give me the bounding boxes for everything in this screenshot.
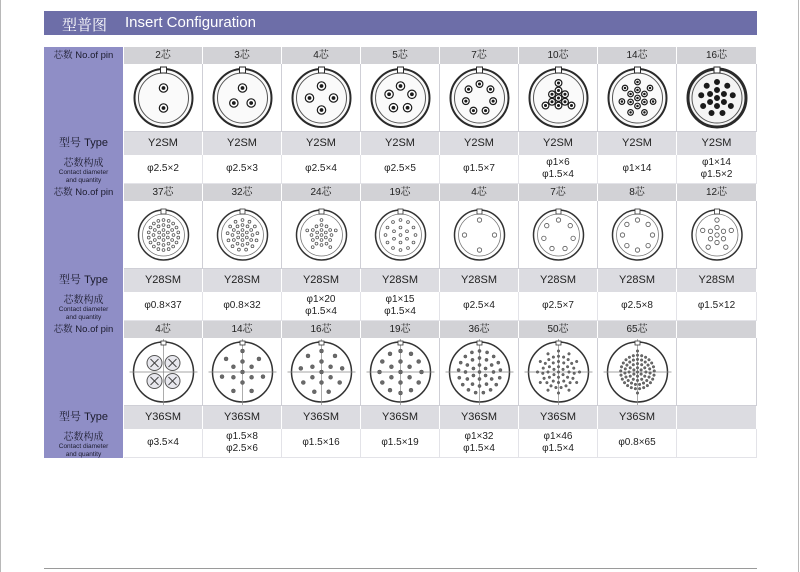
connector-face bbox=[135, 67, 193, 127]
contact-spec: φ2.5×4 bbox=[463, 300, 495, 311]
type-label: 型号 Type bbox=[44, 406, 124, 429]
type-cell: Y36SM bbox=[519, 406, 598, 429]
connector-diagram bbox=[203, 201, 282, 269]
contact-label-en: and quantity bbox=[65, 176, 102, 184]
pin-count-cell: 14芯 bbox=[203, 321, 282, 338]
connector-face bbox=[613, 209, 663, 260]
pin-count-cell: 8芯 bbox=[598, 184, 677, 201]
connector-diagram-svg bbox=[440, 64, 519, 132]
type-cell bbox=[677, 406, 757, 429]
connector-diagram-svg bbox=[677, 64, 757, 132]
contact-spec: φ1×46 bbox=[543, 431, 573, 442]
connector-face bbox=[376, 209, 426, 260]
pin-count-label: 芯数 No.of pin bbox=[44, 184, 124, 201]
pin-count-label: 芯数 No.of pin bbox=[44, 321, 124, 338]
type-label: 型号 Type bbox=[44, 269, 124, 292]
insert-configuration-table bbox=[44, 47, 757, 460]
connector-face bbox=[372, 67, 430, 127]
contact-cell bbox=[677, 429, 757, 458]
pin-count-cell: 3芯 bbox=[203, 47, 282, 64]
type-cell: Y2SM bbox=[361, 132, 440, 155]
pin-count-cell: 19芯 bbox=[361, 321, 440, 338]
type-cell: Y36SM bbox=[598, 406, 677, 429]
connector-diagram bbox=[282, 201, 361, 269]
connector-diagram-svg bbox=[598, 201, 677, 269]
contact-spec: φ1×20 bbox=[306, 294, 336, 305]
contact-spec: φ1.5×4 bbox=[542, 443, 574, 454]
contact-label-cn: 芯数构成 bbox=[63, 432, 104, 443]
contact-spec: φ2.5×7 bbox=[542, 300, 574, 311]
contact-cell bbox=[282, 429, 361, 458]
pin-count-cell: 50芯 bbox=[519, 321, 598, 338]
contact-label bbox=[44, 155, 124, 184]
connector-diagram bbox=[440, 338, 519, 406]
type-cell: Y2SM bbox=[203, 132, 282, 155]
connector-face bbox=[139, 209, 189, 260]
contact-cell bbox=[440, 155, 519, 184]
pin-count-cell: 10芯 bbox=[519, 47, 598, 64]
pin-count-cell bbox=[677, 321, 757, 338]
title-bar bbox=[44, 11, 757, 35]
bottom-rule bbox=[44, 568, 757, 569]
contact-spec: φ0.8×37 bbox=[144, 300, 182, 311]
connector-diagram-svg bbox=[203, 64, 282, 132]
connector-face bbox=[455, 209, 505, 260]
contact-spec: φ2.5×3 bbox=[226, 163, 258, 174]
connector-face bbox=[692, 209, 742, 260]
contact-spec: φ2.5×8 bbox=[621, 300, 653, 311]
contact-cell bbox=[598, 429, 677, 458]
contact-label bbox=[44, 292, 124, 321]
connector-diagram bbox=[203, 338, 282, 406]
connector-diagram-svg bbox=[519, 64, 598, 132]
connector-diagram bbox=[598, 64, 677, 132]
contact-label-en: and quantity bbox=[65, 450, 102, 458]
connector-diagram-svg bbox=[282, 201, 361, 269]
title-en: Insert Configuration bbox=[125, 14, 256, 31]
contact-spec: φ2.5×2 bbox=[147, 163, 179, 174]
type-cell: Y28SM bbox=[440, 269, 519, 292]
contact-spec: φ2.5×5 bbox=[384, 163, 416, 174]
connector-diagram bbox=[282, 64, 361, 132]
pin-count-cell: 36芯 bbox=[440, 321, 519, 338]
contact-spec: φ1×32 bbox=[464, 431, 494, 442]
contact-cell bbox=[282, 292, 361, 321]
contact-cell bbox=[361, 292, 440, 321]
connector-diagram bbox=[124, 201, 203, 269]
type-cell: Y28SM bbox=[203, 269, 282, 292]
contact-spec: φ0.8×32 bbox=[223, 300, 261, 311]
connector-diagram bbox=[519, 338, 598, 406]
contact-cell bbox=[519, 292, 598, 321]
contact-cell bbox=[677, 155, 757, 184]
contact-cell bbox=[282, 155, 361, 184]
contact-spec: φ1.5×8 bbox=[226, 431, 258, 442]
connector-diagram-svg bbox=[282, 338, 361, 406]
contact-spec: φ2.5×6 bbox=[226, 443, 258, 454]
connector-diagram bbox=[598, 338, 677, 406]
connector-face bbox=[446, 339, 514, 405]
contact-cell bbox=[124, 292, 203, 321]
contact-spec: φ2.5×4 bbox=[305, 163, 337, 174]
pin-count-cell: 5芯 bbox=[361, 47, 440, 64]
pin-count-label: 芯数 No.of pin bbox=[44, 47, 124, 64]
contact-spec: φ1×6 bbox=[546, 157, 570, 168]
connector-face bbox=[688, 67, 746, 127]
connector-diagram bbox=[203, 64, 282, 132]
connector-face bbox=[609, 67, 667, 127]
type-cell: Y28SM bbox=[124, 269, 203, 292]
connector-diagram-svg bbox=[361, 338, 440, 406]
pin-count-cell: 4芯 bbox=[124, 321, 203, 338]
contact-label-en: Contact diameter bbox=[58, 306, 109, 313]
connector-diagram bbox=[440, 201, 519, 269]
connector-face bbox=[530, 67, 588, 127]
contact-cell bbox=[440, 292, 519, 321]
connector-diagram-svg bbox=[203, 201, 282, 269]
connector-diagram bbox=[519, 201, 598, 269]
connector-diagram-svg bbox=[203, 338, 282, 406]
image-label-blank bbox=[44, 64, 124, 132]
contact-spec: φ1.5×4 bbox=[384, 306, 416, 317]
type-cell: Y28SM bbox=[677, 269, 757, 292]
contact-cell bbox=[598, 292, 677, 321]
pin-count-cell: 37芯 bbox=[124, 184, 203, 201]
contact-spec: φ0.8×65 bbox=[618, 437, 656, 448]
type-cell: Y28SM bbox=[361, 269, 440, 292]
contact-spec: φ1.5×4 bbox=[542, 169, 574, 180]
type-cell: Y28SM bbox=[282, 269, 361, 292]
contact-cell bbox=[519, 429, 598, 458]
connector-diagram-svg bbox=[440, 201, 519, 269]
type-cell: Y36SM bbox=[282, 406, 361, 429]
connector-diagram bbox=[440, 64, 519, 132]
type-cell: Y28SM bbox=[598, 269, 677, 292]
type-cell: Y2SM bbox=[598, 132, 677, 155]
contact-cell bbox=[519, 155, 598, 184]
type-cell: Y36SM bbox=[124, 406, 203, 429]
pin-count-cell: 4芯 bbox=[440, 184, 519, 201]
pin-count-cell: 2芯 bbox=[124, 47, 203, 64]
contact-spec: φ1.5×19 bbox=[381, 437, 419, 448]
contact-spec: φ1.5×4 bbox=[463, 443, 495, 454]
connector-diagram bbox=[124, 64, 203, 132]
connector-diagram-svg bbox=[440, 338, 519, 406]
type-cell: Y36SM bbox=[440, 406, 519, 429]
pin-count-cell: 19芯 bbox=[361, 184, 440, 201]
connector-diagram-svg bbox=[282, 64, 361, 132]
connector-face bbox=[288, 339, 356, 405]
pin-count-cell: 32芯 bbox=[203, 184, 282, 201]
connector-diagram-svg bbox=[124, 64, 203, 132]
connector-face bbox=[525, 339, 593, 405]
contact-label-en: Contact diameter bbox=[58, 169, 109, 176]
contact-spec: φ1×14 bbox=[701, 157, 731, 168]
type-cell: Y2SM bbox=[440, 132, 519, 155]
connector-face bbox=[297, 209, 347, 260]
pin-count-cell: 7芯 bbox=[440, 47, 519, 64]
contact-spec: φ1.5×4 bbox=[305, 306, 337, 317]
connector-face bbox=[214, 67, 272, 127]
contact-cell bbox=[203, 292, 282, 321]
connector-face bbox=[218, 209, 268, 260]
connector-diagram bbox=[598, 201, 677, 269]
contact-spec: φ1.5×2 bbox=[700, 169, 733, 180]
type-cell: Y2SM bbox=[677, 132, 757, 155]
connector-diagram-svg bbox=[677, 201, 757, 269]
contact-cell bbox=[203, 429, 282, 458]
type-cell: Y2SM bbox=[282, 132, 361, 155]
type-cell: Y2SM bbox=[124, 132, 203, 155]
contact-cell bbox=[677, 292, 757, 321]
connector-diagram bbox=[677, 64, 757, 132]
image-label-blank bbox=[44, 338, 124, 406]
pin-count-cell: 12芯 bbox=[677, 184, 757, 201]
contact-cell bbox=[361, 429, 440, 458]
connector-diagram-svg bbox=[598, 64, 677, 132]
contact-spec: φ1.5×16 bbox=[302, 437, 340, 448]
type-cell: Y2SM bbox=[519, 132, 598, 155]
contact-spec: φ1.5×12 bbox=[697, 300, 736, 311]
contact-label-cn: 芯数构成 bbox=[63, 295, 104, 306]
pin-count-cell: 16芯 bbox=[282, 321, 361, 338]
contact-cell bbox=[124, 155, 203, 184]
pin-count-cell: 65芯 bbox=[598, 321, 677, 338]
type-cell: Y28SM bbox=[519, 269, 598, 292]
contact-spec: φ1×15 bbox=[385, 294, 415, 305]
contact-label-en: Contact diameter bbox=[58, 443, 109, 450]
contact-label-cn: 芯数构成 bbox=[63, 158, 104, 169]
contact-label-en: and quantity bbox=[65, 313, 102, 321]
connector-diagram-svg bbox=[598, 338, 677, 406]
connector-diagram-svg bbox=[361, 64, 440, 132]
connector-face bbox=[604, 339, 672, 405]
contact-cell bbox=[361, 155, 440, 184]
connector-diagram-svg bbox=[519, 201, 598, 269]
connector-diagram-svg bbox=[361, 201, 440, 269]
connector-diagram bbox=[124, 338, 203, 406]
type-label: 型号 Type bbox=[44, 132, 124, 155]
title-cn: 型普图 bbox=[62, 17, 108, 34]
connector-face bbox=[367, 339, 435, 405]
connector-diagram bbox=[282, 338, 361, 406]
contact-cell bbox=[203, 155, 282, 184]
connector-face bbox=[293, 67, 351, 127]
connector-face bbox=[451, 67, 509, 127]
connector-diagram bbox=[361, 201, 440, 269]
pin-count-cell: 24芯 bbox=[282, 184, 361, 201]
connector-diagram-svg bbox=[519, 338, 598, 406]
connector-diagram bbox=[677, 338, 757, 406]
connector-face bbox=[534, 209, 584, 260]
contact-spec: φ3.5×4 bbox=[147, 437, 179, 448]
contact-label bbox=[44, 429, 124, 458]
contact-spec: φ1.5×7 bbox=[463, 163, 495, 174]
contact-cell bbox=[598, 155, 677, 184]
connector-diagram bbox=[361, 64, 440, 132]
connector-face bbox=[209, 339, 277, 405]
connector-diagram bbox=[519, 64, 598, 132]
pin-count-cell: 14芯 bbox=[598, 47, 677, 64]
pin-count-cell: 7芯 bbox=[519, 184, 598, 201]
page-border-right bbox=[798, 0, 799, 572]
connector-face bbox=[130, 339, 198, 405]
type-cell: Y36SM bbox=[203, 406, 282, 429]
contact-spec: φ1×14 bbox=[622, 163, 652, 174]
type-cell: Y36SM bbox=[361, 406, 440, 429]
image-label-blank bbox=[44, 201, 124, 269]
connector-diagram-svg bbox=[124, 201, 203, 269]
pin-count-cell: 16芯 bbox=[677, 47, 757, 64]
connector-diagram bbox=[361, 338, 440, 406]
contact-cell bbox=[440, 429, 519, 458]
page-border-left bbox=[0, 0, 1, 572]
pin-count-cell: 4芯 bbox=[282, 47, 361, 64]
connector-diagram bbox=[677, 201, 757, 269]
contact-cell bbox=[124, 429, 203, 458]
connector-diagram-svg bbox=[124, 338, 203, 406]
